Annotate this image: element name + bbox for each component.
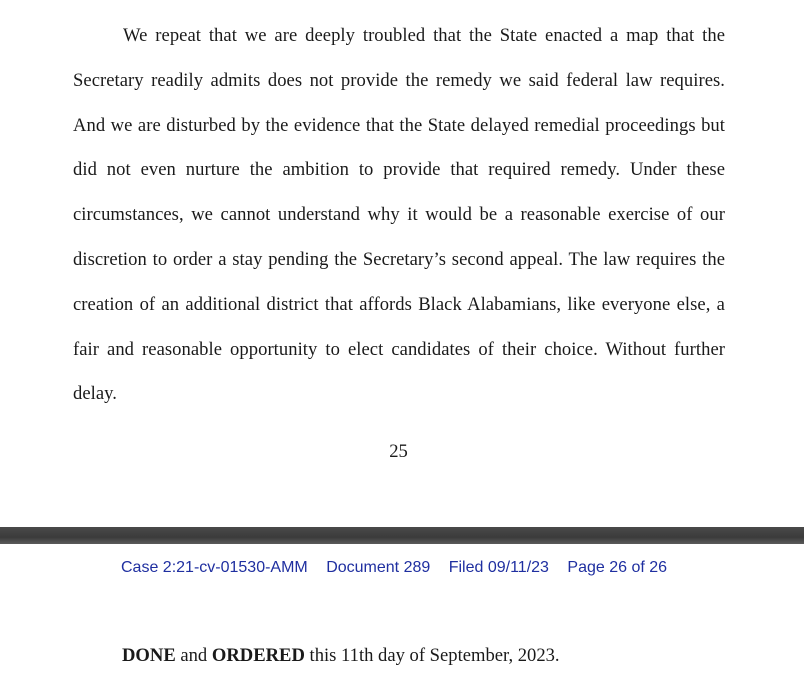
page-divider (0, 527, 804, 544)
done-word: DONE (122, 645, 176, 666)
closing-line (122, 645, 560, 667)
case-number: Case 2:21-cv-01530-AMM (121, 559, 308, 576)
page-count: Page 26 of 26 (567, 559, 668, 576)
document-number: Document 289 (326, 559, 431, 576)
and-word: and (175, 645, 212, 666)
closing-date: this 11th day of September, 2023. (304, 645, 560, 666)
page-26 (0, 544, 804, 686)
filed-date: Filed 09/11/23 (448, 559, 549, 576)
body-paragraph: We repeat that we are deeply troubled that the State enacted a map that the Secretary readily admits does not provide the remedy we said federal law requires. And we are disturbed by the evidence that the State delayed remedial proceedings but did not even nurture the ambition to provide that required remedy. Under these circumstances, we cannot understand why it would be a reasonable exercise of our discretion to order a stay pending the Secretary’s second appeal. The law requires the creation of an additional district that affords Black Alabamians, like everyone else, a fair and reasonable opportunity to elect candidates of their choice. Without further delay. (73, 25, 725, 405)
page-number: 25 (389, 441, 408, 462)
case-header (121, 559, 667, 577)
ordered-word: ORDERED (211, 645, 305, 666)
